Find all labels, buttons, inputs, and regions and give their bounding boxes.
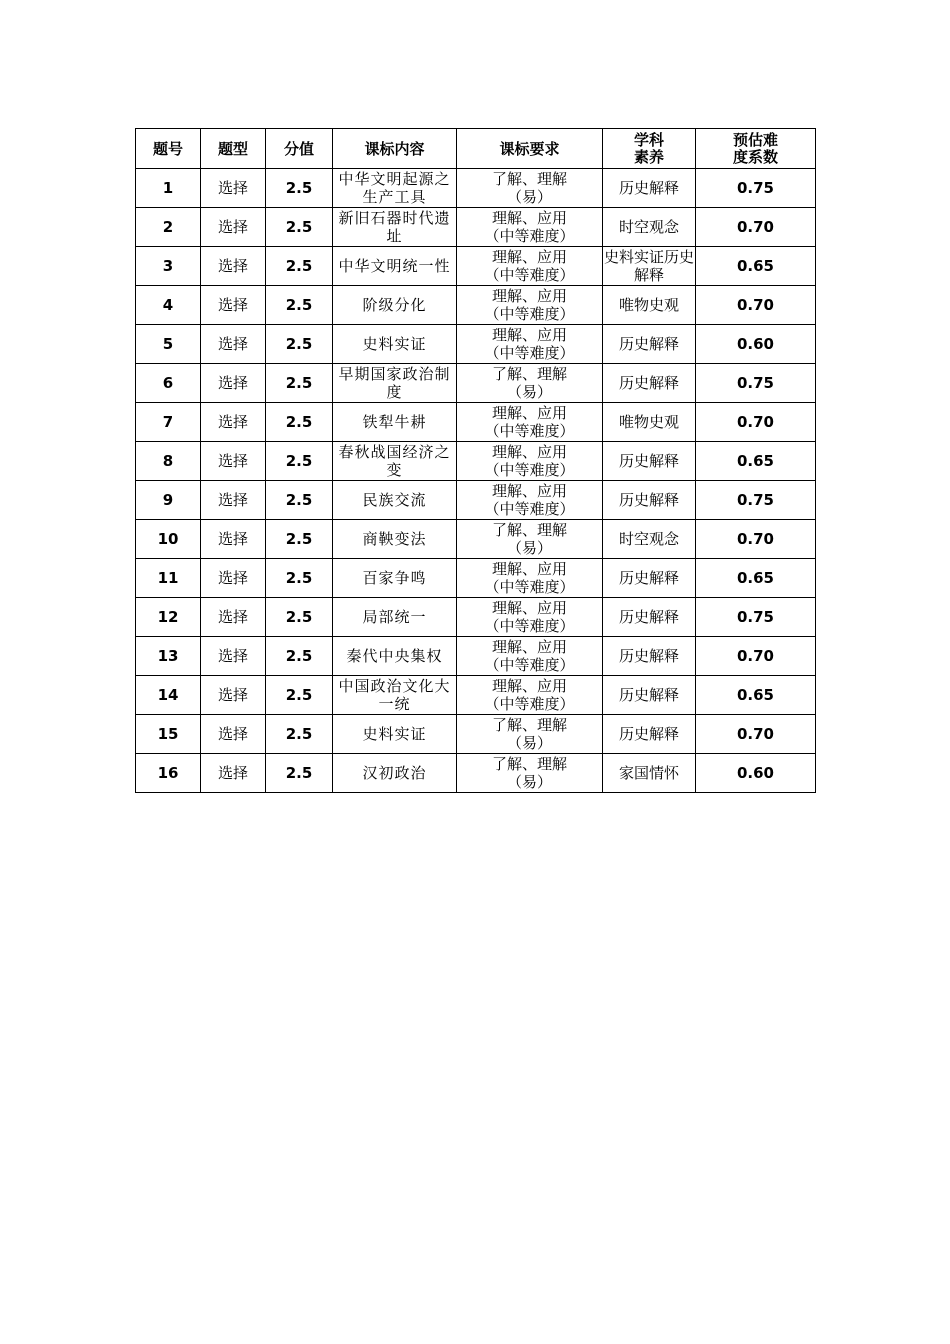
exam-spec-table bbox=[135, 128, 816, 793]
cell-question-type: 选择 bbox=[201, 403, 266, 442]
cell-difficulty-coefficient: 0.70 bbox=[696, 403, 816, 442]
table-row bbox=[136, 598, 816, 637]
cell-question-type: 选择 bbox=[201, 325, 266, 364]
cell-curriculum-content: 早期国家政治制度 bbox=[333, 364, 457, 403]
table-body bbox=[136, 169, 816, 793]
cell-difficulty-coefficient: 0.65 bbox=[696, 559, 816, 598]
table-row bbox=[136, 559, 816, 598]
cell-curriculum-content: 中国政治文化大一统 bbox=[333, 676, 457, 715]
cell-question-type: 选择 bbox=[201, 442, 266, 481]
cell-question-number: 6 bbox=[136, 364, 201, 403]
cell-question-type: 选择 bbox=[201, 598, 266, 637]
cell-subject-literacy: 历史解释 bbox=[603, 481, 696, 520]
cell-question-number: 10 bbox=[136, 520, 201, 559]
table-row bbox=[136, 364, 816, 403]
cell-question-type: 选择 bbox=[201, 208, 266, 247]
requirement-difficulty: （中等难度） bbox=[484, 617, 575, 635]
cell-curriculum-content: 中华文明统一性 bbox=[333, 247, 457, 286]
table-row bbox=[136, 754, 816, 793]
cell-subject-literacy: 历史解释 bbox=[603, 559, 696, 598]
requirement-difficulty: （中等难度） bbox=[484, 578, 575, 596]
cell-curriculum-requirement bbox=[457, 403, 603, 442]
cell-question-number: 12 bbox=[136, 598, 201, 637]
cell-difficulty-coefficient: 0.70 bbox=[696, 286, 816, 325]
cell-curriculum-content: 史料实证 bbox=[333, 325, 457, 364]
cell-score: 2.5 bbox=[266, 169, 333, 208]
cell-score: 2.5 bbox=[266, 403, 333, 442]
cell-difficulty-coefficient: 0.75 bbox=[696, 481, 816, 520]
cell-question-number: 5 bbox=[136, 325, 201, 364]
requirement-level: 理解、应用 bbox=[491, 326, 567, 344]
cell-question-type: 选择 bbox=[201, 754, 266, 793]
header-subject-literacy bbox=[603, 129, 696, 169]
header-curriculum-content: 课标内容 bbox=[333, 129, 457, 169]
requirement-level: 理解、应用 bbox=[491, 638, 567, 656]
cell-curriculum-content: 新旧石器时代遗址 bbox=[333, 208, 457, 247]
cell-score: 2.5 bbox=[266, 559, 333, 598]
cell-question-type: 选择 bbox=[201, 364, 266, 403]
cell-curriculum-content: 百家争鸣 bbox=[333, 559, 457, 598]
cell-score: 2.5 bbox=[266, 754, 333, 793]
cell-curriculum-requirement bbox=[457, 754, 603, 793]
cell-subject-literacy: 历史解释 bbox=[603, 598, 696, 637]
requirement-level: 了解、理解 bbox=[491, 365, 567, 383]
cell-question-type: 选择 bbox=[201, 247, 266, 286]
cell-score: 2.5 bbox=[266, 520, 333, 559]
cell-curriculum-content: 阶级分化 bbox=[333, 286, 457, 325]
header-score: 分值 bbox=[266, 129, 333, 169]
requirement-difficulty: （易） bbox=[506, 773, 552, 791]
cell-question-number: 11 bbox=[136, 559, 201, 598]
requirement-difficulty: （中等难度） bbox=[484, 500, 575, 518]
cell-question-type: 选择 bbox=[201, 676, 266, 715]
cell-score: 2.5 bbox=[266, 598, 333, 637]
table-row bbox=[136, 676, 816, 715]
cell-question-type: 选择 bbox=[201, 559, 266, 598]
table-row bbox=[136, 442, 816, 481]
cell-subject-literacy: 历史解释 bbox=[603, 169, 696, 208]
cell-question-type: 选择 bbox=[201, 286, 266, 325]
cell-question-number: 15 bbox=[136, 715, 201, 754]
cell-curriculum-requirement bbox=[457, 208, 603, 247]
requirement-difficulty: （中等难度） bbox=[484, 695, 575, 713]
header-subject-literacy-line1: 学科 bbox=[633, 130, 664, 149]
cell-score: 2.5 bbox=[266, 481, 333, 520]
cell-curriculum-content: 汉初政治 bbox=[333, 754, 457, 793]
cell-subject-literacy: 历史解释 bbox=[603, 676, 696, 715]
cell-curriculum-content: 商鞅变法 bbox=[333, 520, 457, 559]
cell-difficulty-coefficient: 0.70 bbox=[696, 520, 816, 559]
cell-curriculum-content: 中华文明起源之生产工具 bbox=[333, 169, 457, 208]
requirement-difficulty: （易） bbox=[506, 383, 552, 401]
requirement-difficulty: （中等难度） bbox=[484, 227, 575, 245]
cell-difficulty-coefficient: 0.60 bbox=[696, 754, 816, 793]
requirement-level: 理解、应用 bbox=[491, 599, 567, 617]
cell-difficulty-coefficient: 0.70 bbox=[696, 208, 816, 247]
cell-question-type: 选择 bbox=[201, 481, 266, 520]
cell-curriculum-requirement bbox=[457, 286, 603, 325]
cell-subject-literacy: 时空观念 bbox=[603, 520, 696, 559]
cell-question-number: 3 bbox=[136, 247, 201, 286]
requirement-difficulty: （中等难度） bbox=[484, 422, 575, 440]
cell-score: 2.5 bbox=[266, 247, 333, 286]
table-row bbox=[136, 637, 816, 676]
cell-subject-literacy: 史料实证历史解释 bbox=[603, 248, 694, 284]
requirement-level: 理解、应用 bbox=[491, 677, 567, 695]
cell-question-number: 16 bbox=[136, 754, 201, 793]
table-row bbox=[136, 715, 816, 754]
table-row bbox=[136, 286, 816, 325]
cell-subject-literacy: 历史解释 bbox=[603, 325, 696, 364]
requirement-difficulty: （易） bbox=[506, 734, 552, 752]
cell-curriculum-requirement bbox=[457, 247, 603, 286]
table-row bbox=[136, 481, 816, 520]
cell-difficulty-coefficient: 0.65 bbox=[696, 442, 816, 481]
cell-curriculum-content: 史料实证 bbox=[333, 715, 457, 754]
cell-curriculum-requirement bbox=[457, 715, 603, 754]
cell-curriculum-requirement bbox=[457, 676, 603, 715]
cell-question-type: 选择 bbox=[201, 169, 266, 208]
requirement-difficulty: （中等难度） bbox=[484, 266, 575, 284]
header-subject-literacy-line2: 素养 bbox=[633, 147, 664, 166]
requirement-level: 理解、应用 bbox=[491, 248, 567, 266]
cell-curriculum-requirement bbox=[457, 325, 603, 364]
cell-difficulty-coefficient: 0.75 bbox=[696, 169, 816, 208]
cell-difficulty-coefficient: 0.75 bbox=[696, 598, 816, 637]
table-header-row bbox=[136, 129, 816, 169]
cell-curriculum-requirement bbox=[457, 598, 603, 637]
cell-score: 2.5 bbox=[266, 715, 333, 754]
cell-curriculum-requirement bbox=[457, 637, 603, 676]
requirement-difficulty: （易） bbox=[506, 539, 552, 557]
header-difficulty-line2: 度系数 bbox=[732, 147, 778, 166]
cell-subject-literacy: 唯物史观 bbox=[603, 286, 696, 325]
requirement-level: 了解、理解 bbox=[491, 755, 567, 773]
requirement-level: 了解、理解 bbox=[491, 521, 567, 539]
requirement-level: 理解、应用 bbox=[491, 209, 567, 227]
cell-curriculum-requirement bbox=[457, 364, 603, 403]
requirement-level: 理解、应用 bbox=[491, 443, 567, 461]
requirement-level: 了解、理解 bbox=[491, 170, 567, 188]
cell-score: 2.5 bbox=[266, 637, 333, 676]
cell-subject-literacy: 历史解释 bbox=[603, 715, 696, 754]
cell-difficulty-coefficient: 0.75 bbox=[696, 364, 816, 403]
cell-question-number: 8 bbox=[136, 442, 201, 481]
cell-score: 2.5 bbox=[266, 442, 333, 481]
table-row bbox=[136, 325, 816, 364]
table-row bbox=[136, 247, 816, 286]
requirement-difficulty: （易） bbox=[506, 188, 552, 206]
cell-subject-literacy: 历史解释 bbox=[603, 442, 696, 481]
cell-subject-literacy: 唯物史观 bbox=[603, 403, 696, 442]
cell-subject-literacy: 家国情怀 bbox=[603, 754, 696, 793]
cell-curriculum-content: 铁犁牛耕 bbox=[333, 403, 457, 442]
cell-question-type: 选择 bbox=[201, 715, 266, 754]
requirement-level: 理解、应用 bbox=[491, 482, 567, 500]
cell-score: 2.5 bbox=[266, 208, 333, 247]
header-difficulty-coefficient bbox=[696, 129, 816, 169]
cell-score: 2.5 bbox=[266, 364, 333, 403]
requirement-level: 理解、应用 bbox=[491, 404, 567, 422]
requirement-difficulty: （中等难度） bbox=[484, 461, 575, 479]
cell-subject-literacy: 时空观念 bbox=[603, 208, 696, 247]
cell-question-number: 4 bbox=[136, 286, 201, 325]
cell-question-type: 选择 bbox=[201, 520, 266, 559]
table-row bbox=[136, 520, 816, 559]
requirement-level: 理解、应用 bbox=[491, 560, 567, 578]
table-row bbox=[136, 208, 816, 247]
requirement-difficulty: （中等难度） bbox=[484, 344, 575, 362]
cell-question-number: 1 bbox=[136, 169, 201, 208]
cell-curriculum-requirement bbox=[457, 559, 603, 598]
cell-curriculum-content: 春秋战国经济之变 bbox=[333, 442, 457, 481]
cell-difficulty-coefficient: 0.60 bbox=[696, 325, 816, 364]
requirement-difficulty: （中等难度） bbox=[484, 656, 575, 674]
header-question-type: 题型 bbox=[201, 129, 266, 169]
cell-score: 2.5 bbox=[266, 286, 333, 325]
cell-difficulty-coefficient: 0.70 bbox=[696, 637, 816, 676]
cell-curriculum-requirement bbox=[457, 169, 603, 208]
header-difficulty-line1: 预估难 bbox=[732, 130, 778, 149]
cell-curriculum-content: 秦代中央集权 bbox=[333, 637, 457, 676]
cell-subject-literacy: 历史解释 bbox=[603, 364, 696, 403]
cell-difficulty-coefficient: 0.65 bbox=[696, 676, 816, 715]
cell-score: 2.5 bbox=[266, 676, 333, 715]
cell-curriculum-requirement bbox=[457, 442, 603, 481]
cell-score: 2.5 bbox=[266, 325, 333, 364]
requirement-level: 理解、应用 bbox=[491, 287, 567, 305]
cell-curriculum-content: 民族交流 bbox=[333, 481, 457, 520]
cell-question-number: 2 bbox=[136, 208, 201, 247]
cell-question-number: 14 bbox=[136, 676, 201, 715]
cell-curriculum-content: 局部统一 bbox=[333, 598, 457, 637]
cell-question-number: 7 bbox=[136, 403, 201, 442]
cell-curriculum-requirement bbox=[457, 520, 603, 559]
cell-difficulty-coefficient: 0.70 bbox=[696, 715, 816, 754]
cell-subject-literacy: 历史解释 bbox=[603, 637, 696, 676]
cell-curriculum-requirement bbox=[457, 481, 603, 520]
requirement-level: 了解、理解 bbox=[491, 716, 567, 734]
header-curriculum-requirement: 课标要求 bbox=[457, 129, 603, 169]
cell-question-type: 选择 bbox=[201, 637, 266, 676]
requirement-difficulty: （中等难度） bbox=[484, 305, 575, 323]
header-question-number: 题号 bbox=[136, 129, 201, 169]
table-row bbox=[136, 403, 816, 442]
cell-question-number: 13 bbox=[136, 637, 201, 676]
cell-difficulty-coefficient: 0.65 bbox=[696, 247, 816, 286]
table-row bbox=[136, 169, 816, 208]
cell-question-number: 9 bbox=[136, 481, 201, 520]
